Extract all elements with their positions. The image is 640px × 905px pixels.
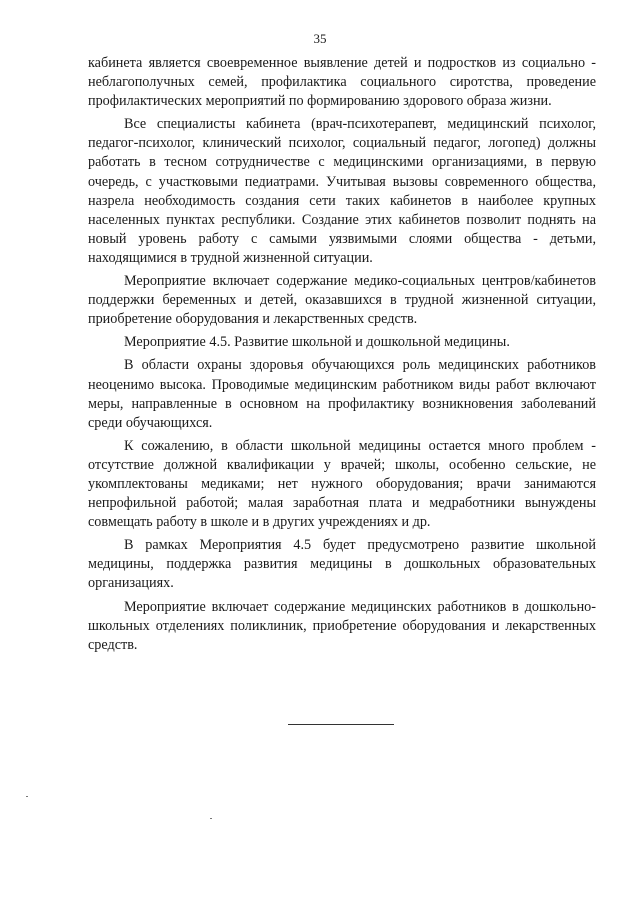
paragraph-8: Мероприятие включает содержание медицинских работников в дошкольно-школьных отделениях поликлиник, приобретение оборудования и лекарственных средств. bbox=[88, 598, 596, 653]
scan-speck bbox=[26, 796, 28, 797]
scan-speck bbox=[210, 818, 212, 819]
paragraph-5: В области охраны здоровья обучающихся роль медицинских работников неоценимо высока. Проводимые медицинским работником виды работ включают меры, направленные в основном на профилактику возникновения заболеваний среди обучающихся. bbox=[88, 357, 596, 431]
paragraph-6: К сожалению, в области школьной медицины остается много проблем - отсутствие должной квалификации у врачей; школы, особенно сельские, не укомплектованы медиками; нет нужного оборудования; врачи занимаются непрофильной работой; малая заработная плата и медработники вынуждены совмещать работу в школе и в других учреждениях и др. bbox=[88, 437, 596, 531]
paragraph-7: В рамках Мероприятия 4.5 будет предусмотрено развитие школьной медицины, поддержка развития медицины в дошкольных образовательных организациях. bbox=[88, 537, 596, 592]
document-body bbox=[88, 54, 596, 655]
paragraph-1: кабинета является своевременное выявление детей и подростков из социально - неблагополучных семей, профилактика социального сиротства, проведение профилактических мероприятий по формированию здорового образа жизни. bbox=[88, 55, 596, 110]
page-number: 35 bbox=[313, 31, 327, 46]
end-of-text-rule bbox=[288, 724, 394, 725]
paragraph-2: Все специалисты кабинета (врач-психотерапевт, медицинский психолог, педагог-психолог, клинический психолог, социальный педагог, логопед) должны работать в тесном сотрудничестве с медицинскими организациями, в первую очередь, с участковыми педиатрами. Учитывая вызовы современного общества, назрела необходимость создания сети таких кабинетов в наиболее крупных населенных пунктах республики. Создание этих кабинетов позволит поднять на новый уровень работу с самыми уязвимыми слоями общества - детьми, находящимися в трудной жизненной ситуации. bbox=[88, 116, 596, 266]
paragraph-3: Мероприятие включает содержание медико-социальных центров/кабинетов поддержки беременных и детей, оказавшихся в трудной жизненной ситуации, приобретение оборудования и лекарственных средств. bbox=[88, 273, 596, 328]
paragraph-4-heading: Мероприятие 4.5. Развитие школьной и дошкольной медицины. bbox=[124, 334, 510, 351]
